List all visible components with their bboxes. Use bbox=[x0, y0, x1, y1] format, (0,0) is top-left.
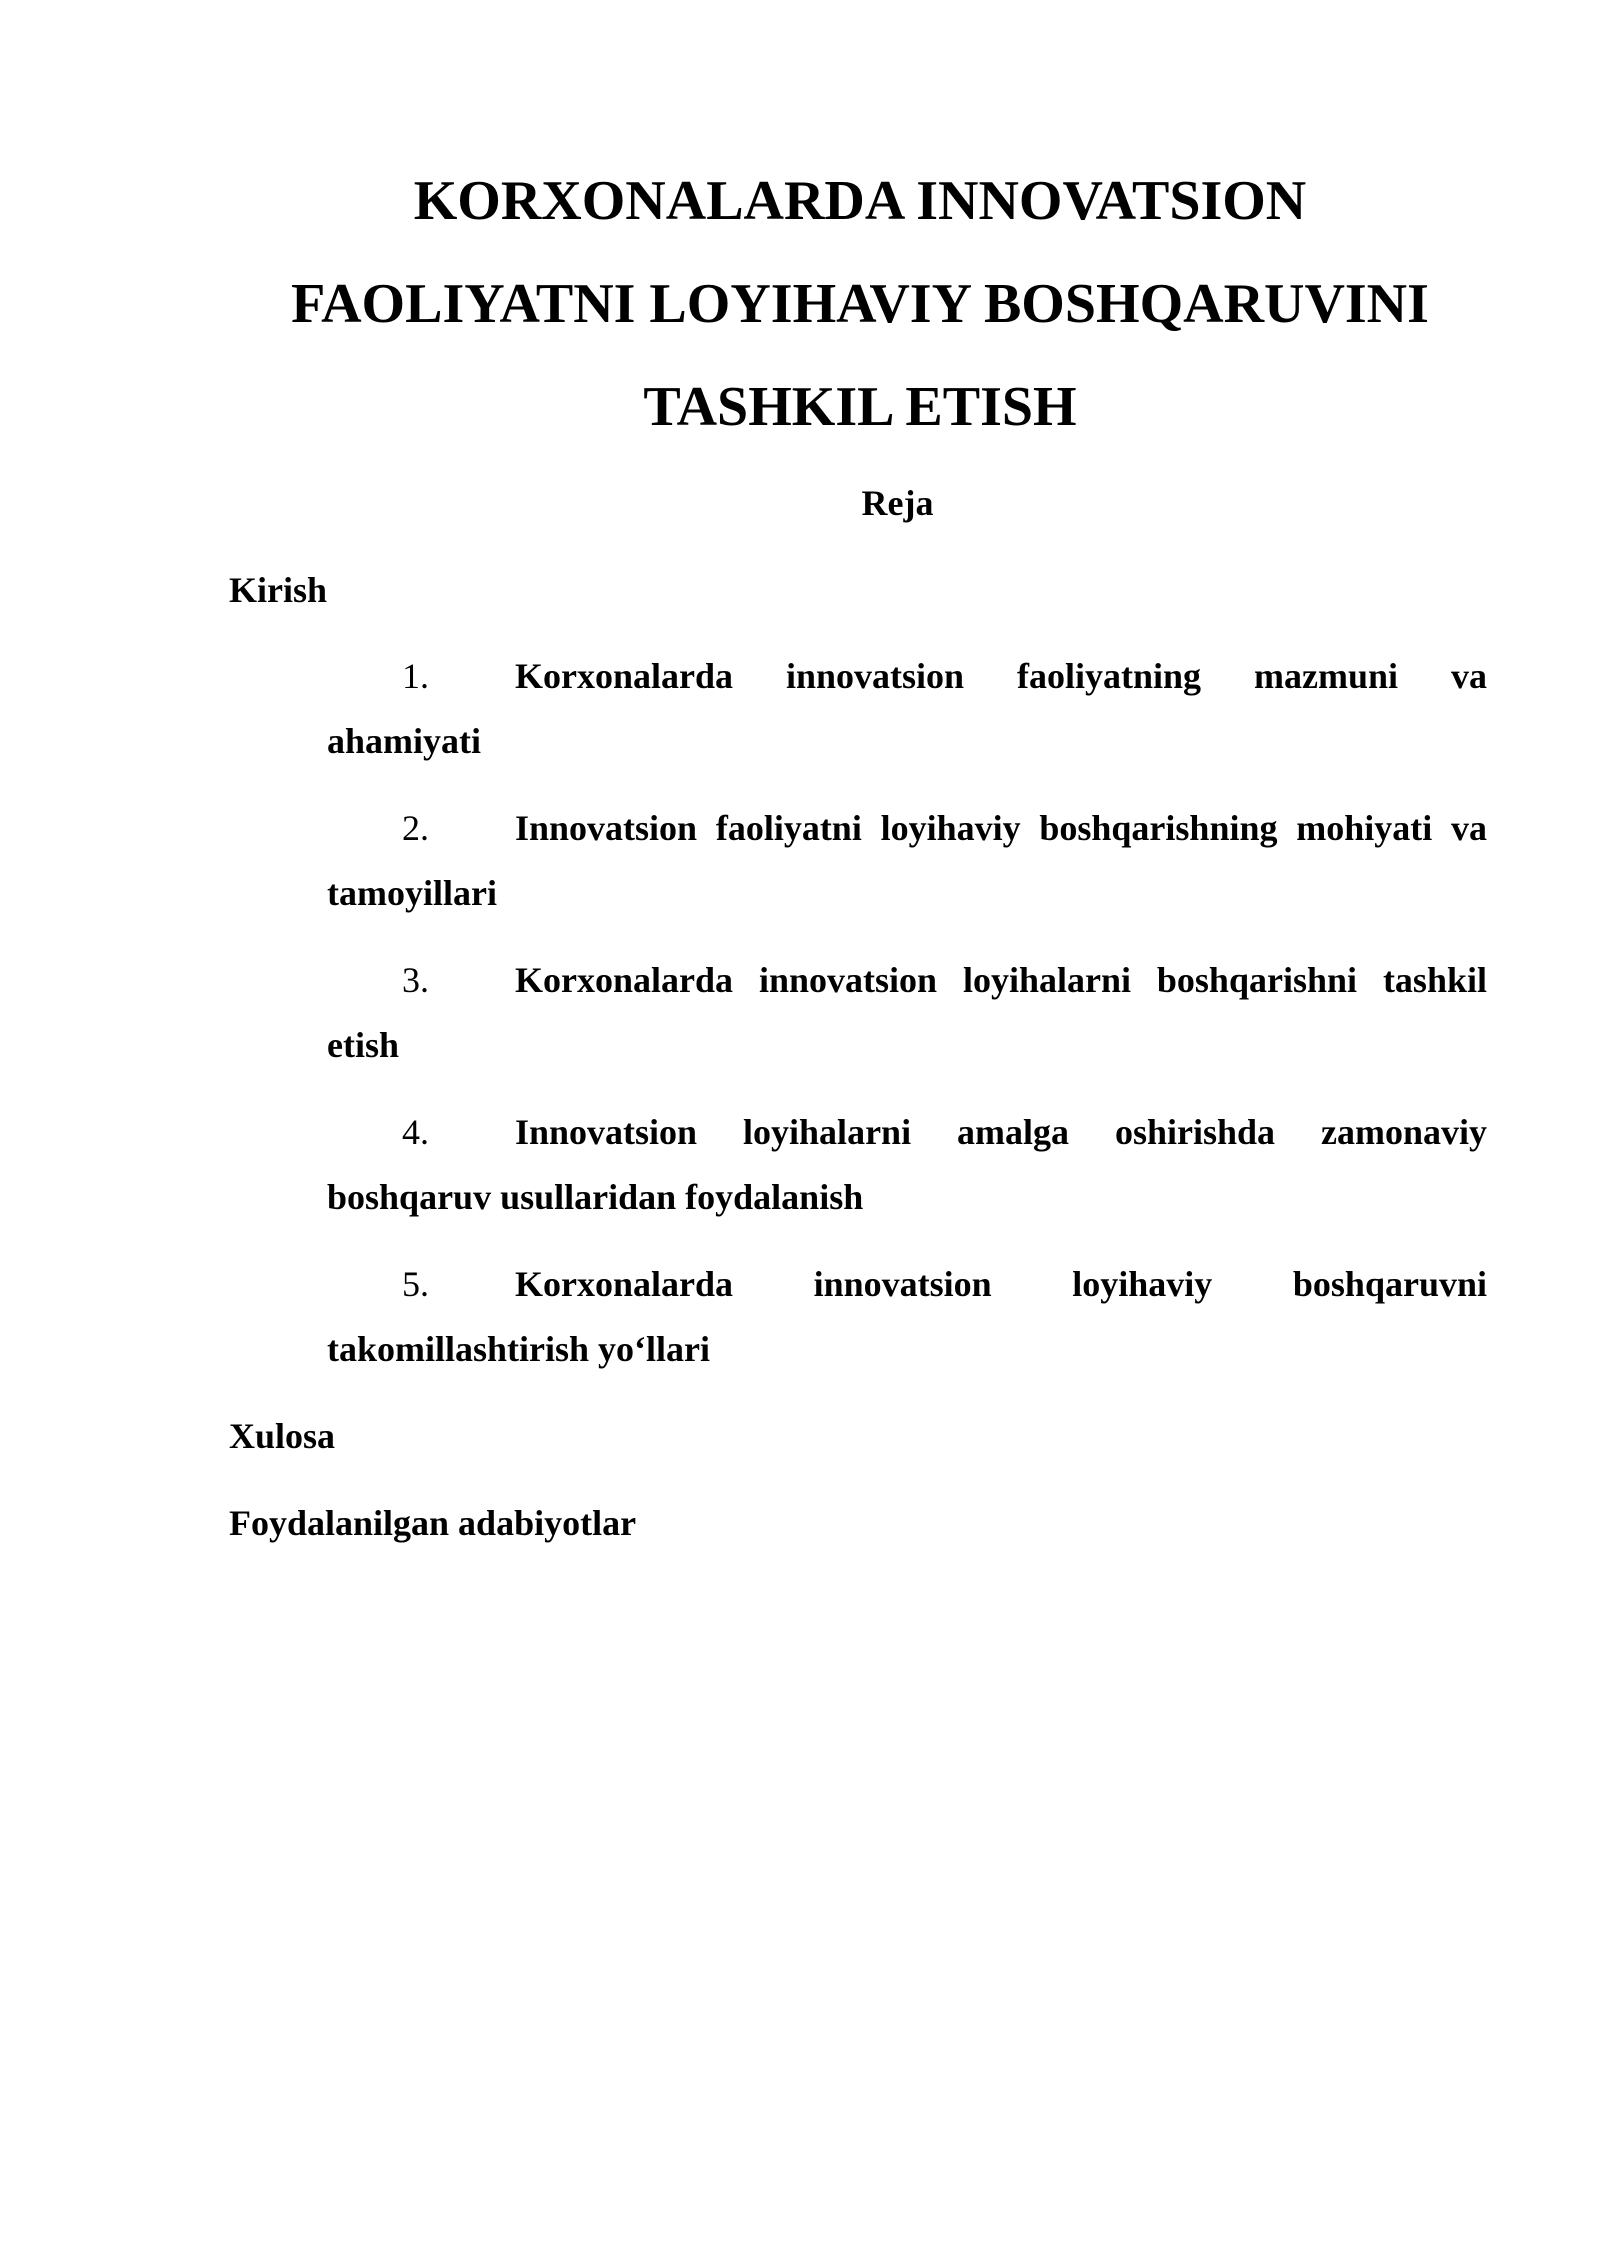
plan-item-4 bbox=[327, 1100, 1487, 1230]
plan-item-text: Innovatsion loyihalarni amalga oshirishda zamonaviy bbox=[515, 1112, 1487, 1152]
plan-item-text-continued: ahamiyati bbox=[327, 721, 482, 761]
plan-item-text-continued: etish bbox=[327, 1025, 399, 1065]
title-line-3: TASHKIL ETISH bbox=[643, 376, 1077, 438]
plan-item-text: Innovatsion faoliyatni loyihaviy boshqarishning mohiyati va bbox=[515, 808, 1487, 848]
plan-item-number: 3. bbox=[402, 960, 429, 1000]
title-line-2: FAOLIYATNI LOYIHAVIY BOSHQARUVINI bbox=[291, 273, 1429, 335]
plan-item-text-continued: tamoyillari bbox=[327, 873, 497, 913]
plan-heading: Reja bbox=[861, 483, 934, 523]
references-heading: Foydalanilgan adabiyotlar bbox=[229, 1503, 637, 1543]
plan-item-text-continued: takomillashtirish yoʻllari bbox=[327, 1329, 711, 1369]
conclusion-heading: Xulosa bbox=[229, 1416, 336, 1456]
plan-item-number: 5. bbox=[402, 1264, 429, 1304]
plan-item-text: Korxonalarda innovatsion loyihalarni boshqarishni tashkil bbox=[515, 960, 1487, 1000]
plan-item-number: 4. bbox=[402, 1112, 429, 1152]
plan-item-3 bbox=[327, 948, 1487, 1078]
plan-item-text: Korxonalarda innovatsion loyihaviy boshqaruvni bbox=[515, 1264, 1487, 1304]
plan-item-number: 2. bbox=[402, 808, 429, 848]
document-title bbox=[230, 150, 1490, 459]
plan-item-2 bbox=[327, 796, 1487, 926]
plan-item-text: Korxonalarda innovatsion faoliyatning mazmuni va bbox=[515, 656, 1487, 696]
intro-heading: Kirish bbox=[229, 570, 328, 610]
plan-item-5 bbox=[327, 1252, 1487, 1382]
title-line-1: KORXONALARDA INNOVATSION bbox=[413, 170, 1307, 232]
plan-item-text-continued: boshqaruv usullaridan foydalanish bbox=[327, 1177, 864, 1217]
plan-item-number: 1. bbox=[402, 656, 429, 696]
plan-item-1 bbox=[327, 644, 1487, 774]
